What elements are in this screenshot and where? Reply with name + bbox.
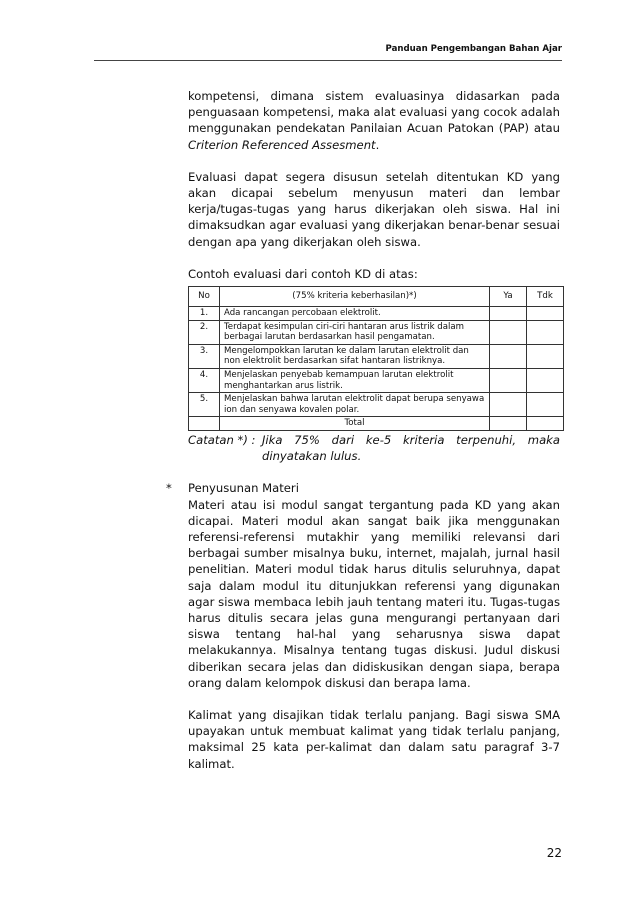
row-criteria: Mengelompokkan larutan ke dalam larutan elektrolit dan non elektrolit berdasarkan sifat hantaran listriknya. [220, 344, 490, 368]
row-tdk-cell [527, 320, 564, 344]
row-number: 5. [189, 393, 220, 417]
spacer [188, 464, 560, 480]
section-paragraph-2: Kalimat yang disajikan tidak terlalu panjang. Bagi siswa SMA upayakan untuk membuat kalimat yang tidak terlalu panjang, maksimal 25 kata per-kalimat dan dalam satu paragraf 3-7 kalimat. [188, 708, 560, 771]
row-ya-cell [490, 320, 527, 344]
row-number: 4. [189, 369, 220, 393]
example-title: Contoh evaluasi dari contoh KD di atas: [188, 266, 418, 281]
paragraph-intro-end: . [375, 137, 380, 152]
row-number: 1. [189, 307, 220, 321]
section-penyusunan-materi [166, 480, 560, 771]
spacer [188, 691, 560, 707]
page-number: 22 [546, 846, 562, 860]
page-content [166, 88, 560, 772]
section-bullet: * [166, 481, 172, 496]
section-title: Penyusunan Materi [188, 481, 299, 496]
table-header-row [189, 287, 564, 307]
row-criteria: Terdapat kesimpulan ciri-ciri hantaran arus listrik dalam berbagai larutan berdasarkan hasil pengamatan. [220, 320, 490, 344]
row-ya-cell [490, 369, 527, 393]
table-row [189, 393, 564, 417]
row-tdk-cell [527, 344, 564, 368]
table-row [189, 344, 564, 368]
note-label: Catatan *) : [188, 432, 256, 447]
paragraph-intro-text: kompetensi, dimana sistem evaluasinya didasarkan pada penguasaan kompetensi, maka alat evaluasi yang cocok adalah menggunakan pendekatan Panilaian Acuan Patokan (PAP) atau [188, 89, 560, 136]
paragraph-evaluation: Evaluasi dapat segera disusun setelah ditentukan KD yang akan dicapai sebelum menyusun materi dan lembar kerja/tugas-tugas yang harus dikerjakan oleh siswa. Hal ini dimaksudkan agar evaluasi yang dikerjakan benar-benar sesuai dengan apa yang dikerjakan oleh siswa. [188, 169, 560, 249]
total-label: Total [220, 417, 490, 431]
running-header: Panduan Pengembangan Bahan Ajar [385, 44, 562, 54]
row-tdk-cell [527, 307, 564, 321]
note-text: Jika 75% dari ke-5 kriteria terpenuhi, maka dinyatakan lulus. [262, 432, 560, 464]
row-tdk-cell [527, 393, 564, 417]
evaluation-table [188, 286, 564, 431]
section-paragraph-1: Materi atau isi modul sangat tergantung pada KD yang akan dicapai. Materi modul akan sangat baik jika menggunakan referensi-referensi mutakhir yang memiliki relevansi dari berbagai sumber misalnya buku, internet, majalah, jurnal hasil penelitian. Materi modul tidak harus ditulis seluruhnya, dapat saja dalam modul itu ditunjukkan referensi yang digunakan agar siswa membaca lebih jauh tentang materi itu. Tugas-tugas harus ditulis secara jelas guna mengurangi pertanyaan dari siswa tentang hal-hal yang seharusnya siswa dapat melakukannya. Misalnya tentang tugas diskusi. Judul diskusi diberikan secara jelas dan didiskusikan dengan siapa, berapa orang dalam kelompok diskusi dan berapa lama. [188, 497, 560, 690]
column-header-tdk: Tdk [527, 287, 564, 307]
row-ya-cell [490, 393, 527, 417]
table-row [189, 320, 564, 344]
row-ya-cell [490, 307, 527, 321]
header-rule [94, 60, 562, 61]
table-row [189, 369, 564, 393]
row-criteria: Menjelaskan penyebab kemampuan larutan elektrolit menghantarkan arus listrik. [220, 369, 490, 393]
table-total-row [189, 417, 564, 431]
row-tdk-cell [527, 369, 564, 393]
row-criteria: Ada rancangan percobaan elektrolit. [220, 307, 490, 321]
spacer [188, 153, 560, 169]
spacer [188, 250, 560, 266]
row-number: 3. [189, 344, 220, 368]
row-number: 2. [189, 320, 220, 344]
total-ya-cell [490, 417, 527, 431]
column-header-no: No [189, 287, 220, 307]
column-header-ya: Ya [490, 287, 527, 307]
paragraph-intro-italic: Criterion Referenced Assesment [188, 137, 376, 152]
paragraph-intro [188, 88, 560, 153]
row-ya-cell [490, 344, 527, 368]
total-tdk-cell [527, 417, 564, 431]
table-note [188, 432, 560, 464]
total-empty-cell [189, 417, 220, 431]
row-criteria: Menjelaskan bahwa larutan elektrolit dapat berupa senyawa ion dan senyawa kovalen polar. [220, 393, 490, 417]
column-header-criteria: (75% kriteria keberhasilan)*) [220, 287, 490, 307]
table-row [189, 307, 564, 321]
